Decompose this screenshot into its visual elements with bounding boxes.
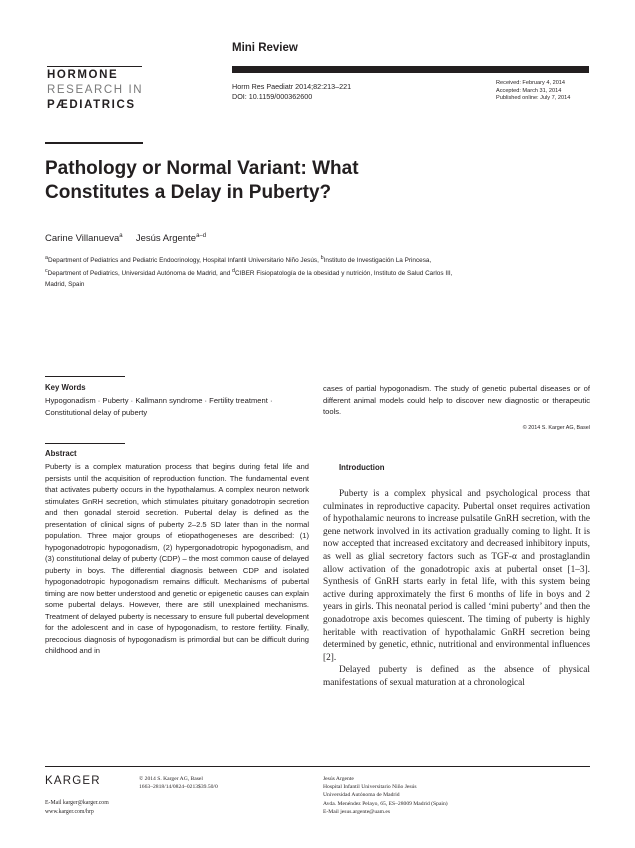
affiliation-a: Department of Pediatrics and Pediatric Endocrinology, Hospital Infantil Universitario Niño Jesús, [47, 257, 321, 265]
article-dates [496, 80, 570, 103]
author-list [45, 233, 206, 244]
publisher-contact [45, 799, 109, 816]
copyright-notice: © 2014 S. Karger AG, Basel [522, 425, 590, 431]
correspondence-line: Hospital Infantil Universitario Niño Jesús [323, 784, 417, 791]
affiliation-mark: d [232, 268, 236, 275]
author-affiliation-mark: a [119, 233, 123, 239]
journal-logo [47, 68, 143, 113]
affiliation-mark: a [45, 255, 48, 261]
footer-issn: 1663–2818/14/0824–0213$39.50/0 [139, 784, 218, 791]
affiliations [45, 253, 465, 290]
header-rule [232, 66, 589, 73]
abstract-continued: cases of partial hypogonadism. The study of genetic pubertal diseases or of different animal models could help to discover new diagnostic or therapeutic tools. [323, 384, 590, 416]
footer-rule [45, 766, 590, 767]
citation-reference: Horm Res Paediatr 2014;82:213–221 [232, 82, 352, 91]
correspondence-line: Avda. Menéndez Pelayo, 65, ES–28009 Madrid (Spain) [323, 800, 448, 807]
author-name: Carine Villanueva [45, 233, 120, 245]
date-accepted: Accepted: March 31, 2014 [496, 87, 562, 94]
journal-rule [47, 66, 142, 67]
correspondence-email[interactable]: E-Mail jesus.argente@uam.es [323, 808, 391, 815]
introduction-paragraph: Delayed puberty is defined as the absence of physical manifestations of sexual maturation at a chronological [323, 665, 590, 688]
affiliation-b: Instituto de Investigación La Princesa, [323, 257, 432, 265]
citation-doi[interactable]: DOI: 10.1159/000362600 [232, 92, 313, 101]
correspondence-name: Jesús Argente [323, 776, 354, 782]
abstract-heading: Abstract [45, 449, 77, 458]
footer-copyright-line: © 2014 S. Karger AG, Basel [139, 776, 203, 782]
date-received: Received: February 4, 2014 [496, 80, 566, 86]
journal-name-line1: HORMONE [47, 69, 119, 81]
keywords-heading: Key Words [45, 383, 86, 392]
introduction-paragraph: Puberty is a complex physical and psychological process that culminates in reproductive capacity. Pubertal onset requires activation of hypothalamic neurons to increase pulsatile GnRH secretion, with the gene network involved in its activation gradually coming to light. It is now accepted that increased excitatory and decreased inhibitory inputs, as well as glial secretory factors such as TGF-α and prostaglandin allow activation of the gonadotropic axis at pubertal onset [1–3]. Synthesis of GnRH starts early in fetal life, with this system being active during approximately the first 6 months of life in boys and 2 years in girls. This neonatal period is called ‘mini puberty’ and then the gonadotrope axis becomes quiescent. The timing of puberty is highly heritable with reactivation of hypothalamic GnRH secretion being determined by genetic, ethnic, nutritional and environmental influences [2]. [323, 489, 590, 663]
affiliation-mark: c [45, 268, 48, 275]
keywords-text: Hypogonadism · Puberty · Kallmann syndrome · Fertility treatment · Constitutional delay of puberty [45, 396, 273, 417]
publisher-logo: KARGER [45, 775, 101, 787]
journal-name-line2: RESEARCH IN [47, 84, 144, 96]
citation [232, 82, 351, 102]
article-title: Pathology or Normal Variant: What Constitutes a Delay in Puberty? [45, 158, 359, 203]
correspondence-address [323, 775, 448, 816]
introduction-body [323, 488, 590, 690]
author-affiliation-mark: a–d [196, 233, 207, 239]
date-published: Published online: July 7, 2014 [496, 95, 571, 102]
title-separator [45, 142, 143, 144]
publisher-email[interactable]: E-Mail karger@karger.com [45, 800, 109, 806]
affiliation-d: CIBER Fisiopatología de la obesidad y nutrición, Instituto de Salud Carlos III, Madrid, Spain [45, 270, 453, 289]
footer-copyright [139, 775, 218, 791]
publisher-website[interactable]: www.karger.com/hrp [45, 808, 94, 815]
introduction-heading: Introduction [339, 463, 385, 472]
affiliation-mark: b [320, 255, 324, 261]
abstract-text: Puberty is a complex maturation process that begins during fetal life and persists until the acquisition of reproduction function. The fundamental event that activates puberty occurs in the hypothalamus. A complex neuron network stimulates GnRH secretion, which stimulates pituitary gonadotropin secretion and then gonadal steroid secretion. Pubertal delay is defined as the presentation of clinical signs of puberty 2–2.5 SD later than in the normal population. Three major groups of etiopathogeneses are described: (1) hypogonadotropic hypogonadism, (2) hypergonadotropic hypogonadism, and (3) constitutional delay of puberty (CDP) – the most common cause of delayed puberty in boys. The differential diagnosis between CDP and isolated hypogonadotropic hypogonadism remains difficult. Mechanisms of pubertal timing are now better understood and genetic or epigenetic causes can explain some pubertal delays. However, there are still unexplained mechanisms. Treatment of delayed puberty is necessary to ensure full pubertal development for the adolescent and in case of hypogonadism, to restore fertility. Finally, precocious diagnosis of hypogonadism is primordial but can be difficult during childhood and in [45, 462, 309, 655]
author-name: Jesús Argente [135, 233, 197, 245]
affiliation-c: Department of Pediatrics, Universidad Autónoma de Madrid, and [47, 270, 233, 278]
keywords-rule [45, 376, 125, 377]
section-label: Mini Review [232, 42, 298, 54]
abstract-rule [45, 443, 125, 444]
journal-name-line3: PÆDIATRICS [47, 99, 136, 111]
correspondence-line: Universidad Autónoma de Madrid [323, 792, 400, 799]
